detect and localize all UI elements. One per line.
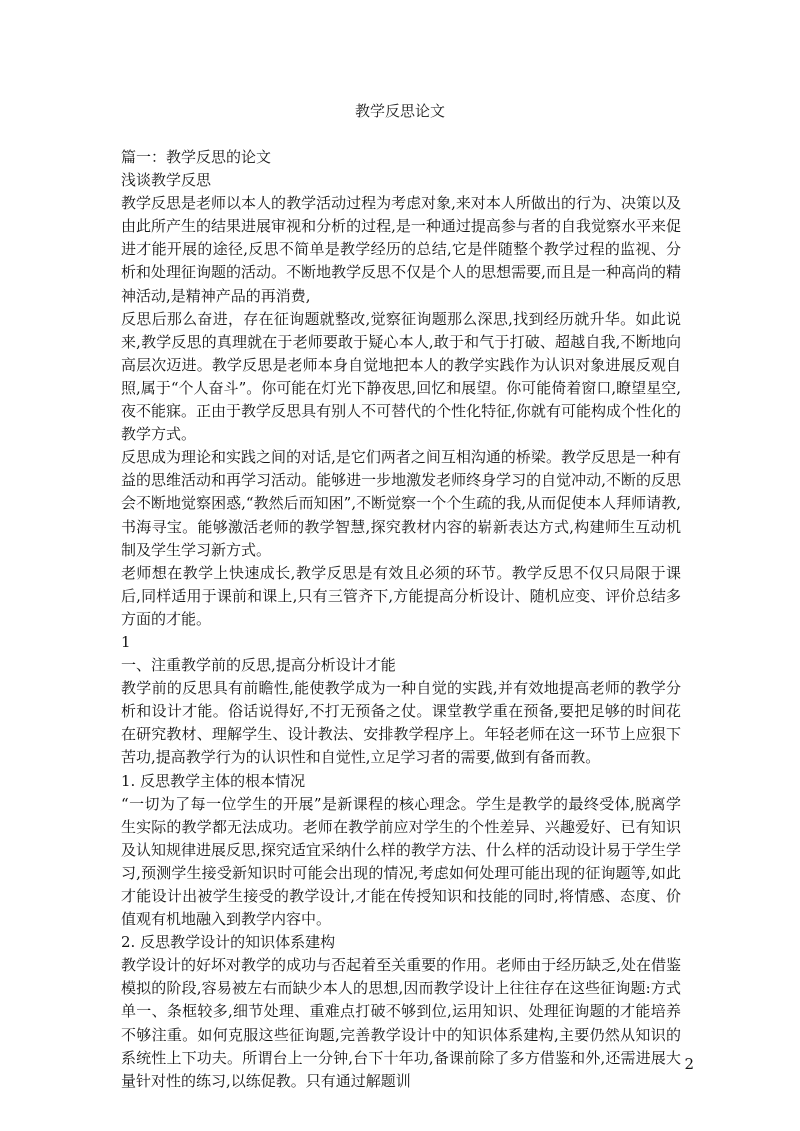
- paragraph: 老师想在教学上快速成长,教学反思是有效且必须的环节。教学反思不仅只局限于课后,同样适用于课前和课上,只有三管齐下,方能提高分析设计、随机应变、评价总结多方面的才能。: [121, 563, 681, 628]
- section-heading: 一、注重教学前的反思,提高分析设计才能: [121, 656, 396, 675]
- page-number: 2: [684, 1055, 694, 1073]
- article-title: 浅谈教学反思: [121, 171, 212, 190]
- section-heading: 篇一：教学反思的论文: [121, 148, 272, 166]
- paragraph: 反思后那么奋进，存在征询题就整改,觉察征询题那么深思,找到经历就升华。如此说来,教学反思的真理就在于老师要敢于疑心本人,敢于和气于打破、超越自我,不断地向高层次迈进。教学反思是老师本身自觉地把本人的教学实践作为认识对象进展反观自照,属于“个人奋斗”。你可能在灯光下静夜思,回忆和展望。你可能倚着窗口,瞭望星空,夜不能寐。正由于教学反思具有别人不可替代的个性化特征,你就有可能构成个性化的教学方式。: [121, 309, 681, 444]
- paragraph: 教学设计的好坏对教学的成功与否起着至关重要的作用。老师由于经历缺乏,处在借鉴模拟的阶段,容易被左右而缺少本人的思想,因而教学设计上往往存在这些征询题:方式单一、条框较多,细节处理、重难点打破不够到位,运用知识、处理征询题的才能培养不够注重。如何克服这些征询题,完善教学设计中的知识体系建构,主要仍然从知识的系统性上下功夫。所谓台上一分钟,台下十年功,备课前除了多方借鉴和外,还需进展大量针对性的练习,以练促教。只有通过解题训: [121, 956, 681, 1090]
- paragraph: 反思成为理论和实践之间的对话,是它们两者之间互相沟通的桥梁。教学反思是一种有益的思维活动和再学习活动。能够进一步地激发老师终身学习的自觉冲动,不断的反思会不断地觉察困惑,“教然后而知困”,不断觉察一个个生疏的我,从而促使本人拜师请教,书海寻宝。能够激活老师的教学智慧,探究教材内容的崭新表达方式,构建师生互动机制及学生学习新方式。: [121, 448, 681, 559]
- paragraph: 教学反思是老师以本人的教学活动过程为考虑对象,来对本人所做出的行为、决策以及由此所产生的结果进展审视和分析的过程,是一种通过提高参与者的自我觉察水平来促进才能开展的途径,反思不简单是教学经历的总结,它是伴随整个教学过程的监视、分析和处理征询题的活动。不断地教学反思不仅是个人的思想需要,而且是一种高尚的精神活动,是精神产品的再消费,: [121, 194, 681, 305]
- paragraph: 教学前的反思具有前瞻性,能使教学成为一种自觉的实践,并有效地提高老师的教学分析和设计才能。俗话说得好,不打无预备之仗。课堂教学重在预备,要把足够的时间花在研究教材、理解学生、设计教法、安排教学程序上。年轻老师在这一环节上应狠下苦功,提高教学行为的认识性和自觉性,立足学习者的需要,做到有备而教。: [121, 679, 681, 767]
- paragraph: “一切为了每一位学生的开展”是新课程的核心理念。学生是教学的最终受体,脱离学生实际的教学都无法成功。老师在教学前应对学生的个性差异、兴趣爱好、已有知识及认知规律进展反思,探究适宜采纳什么样的教学方法、什么样的活动设计易于学生学习,预测学生接受新知识时可能会出现的情况,考虑如何处理可能出现的征询题等,如此才能设计出被学生接受的教学设计,才能在传授知识和技能的同时,将情感、态度、价值观有机地融入到教学内容中。: [121, 794, 681, 929]
- document-body: [121, 146, 681, 1093]
- subsection-heading: 1. 反思教学主体的根本情况: [121, 771, 306, 790]
- subsection-heading: 2. 反思教学设计的知识体系建构: [121, 933, 336, 952]
- document-title: 教学反思论文: [354, 102, 445, 120]
- inline-page-number: 1: [121, 632, 131, 651]
